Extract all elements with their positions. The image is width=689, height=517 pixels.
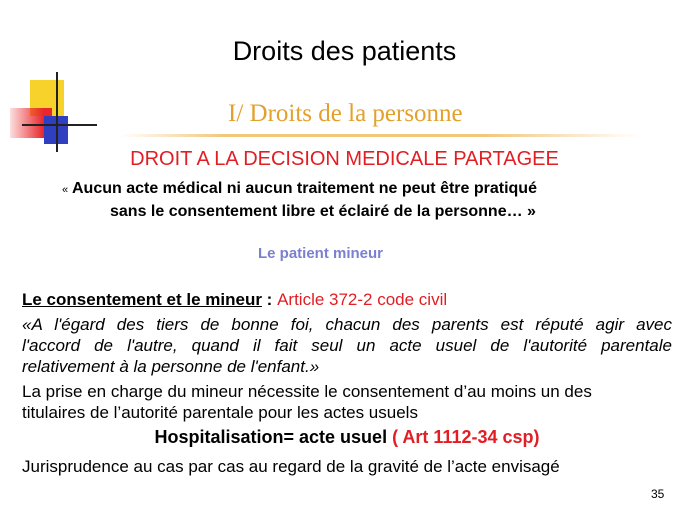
slide-title: Droits des patients (232, 36, 457, 66)
quote-open-mark: « (62, 184, 69, 196)
lead-label: Le consentement et le mineur (22, 290, 262, 309)
paragraph-line: titulaires de l’autorité parentale pour les actes usuels (22, 403, 418, 422)
consent-paragraph (22, 381, 672, 423)
lead-line (22, 289, 672, 310)
quote-line-2: sans le consentement libre et éclairé de la personne… » (110, 203, 536, 220)
highlight-line (22, 427, 672, 448)
slide-body (22, 289, 672, 477)
legal-citation (22, 314, 672, 377)
closing-line: Jurisprudence au cas par cas au regard de la gravité de l’acte envisagé (22, 457, 560, 476)
lead-reference: Article 372-2 code civil (277, 290, 448, 309)
quote-text-1: Aucun acte médical ni aucun traitement ne peut être pratiqué (71, 180, 537, 197)
citation-line: l'accord de l'autre, quand il fait seul un acte usuel de l'autorité parentale (22, 336, 672, 355)
paragraph-line: La prise en charge du mineur nécessite le consentement d’au moins un des (22, 382, 592, 401)
logo-vertical-line (56, 72, 58, 152)
subtitle-underline (120, 134, 640, 137)
highlight-text: Hospitalisation= acte usuel (154, 427, 393, 447)
quote-line-1 (62, 180, 622, 198)
highlight-reference: ( Art 1112-34 csp) (392, 427, 540, 447)
logo-horizontal-line (22, 124, 97, 126)
slide-subtitle: I/ Droits de la personne (228, 100, 463, 127)
citation-line: «A l'égard des tiers de bonne foi, chacun des parents est réputé agir avec (22, 315, 672, 334)
subsection-title: Le patient mineur (258, 245, 384, 262)
page-number: 35 (651, 487, 665, 501)
citation-line: relativement à la personne de l'enfant.» (22, 357, 320, 376)
lead-separator: : (261, 290, 278, 309)
section-heading: DROIT A LA DECISION MEDICALE PARTAGEE (130, 148, 559, 170)
